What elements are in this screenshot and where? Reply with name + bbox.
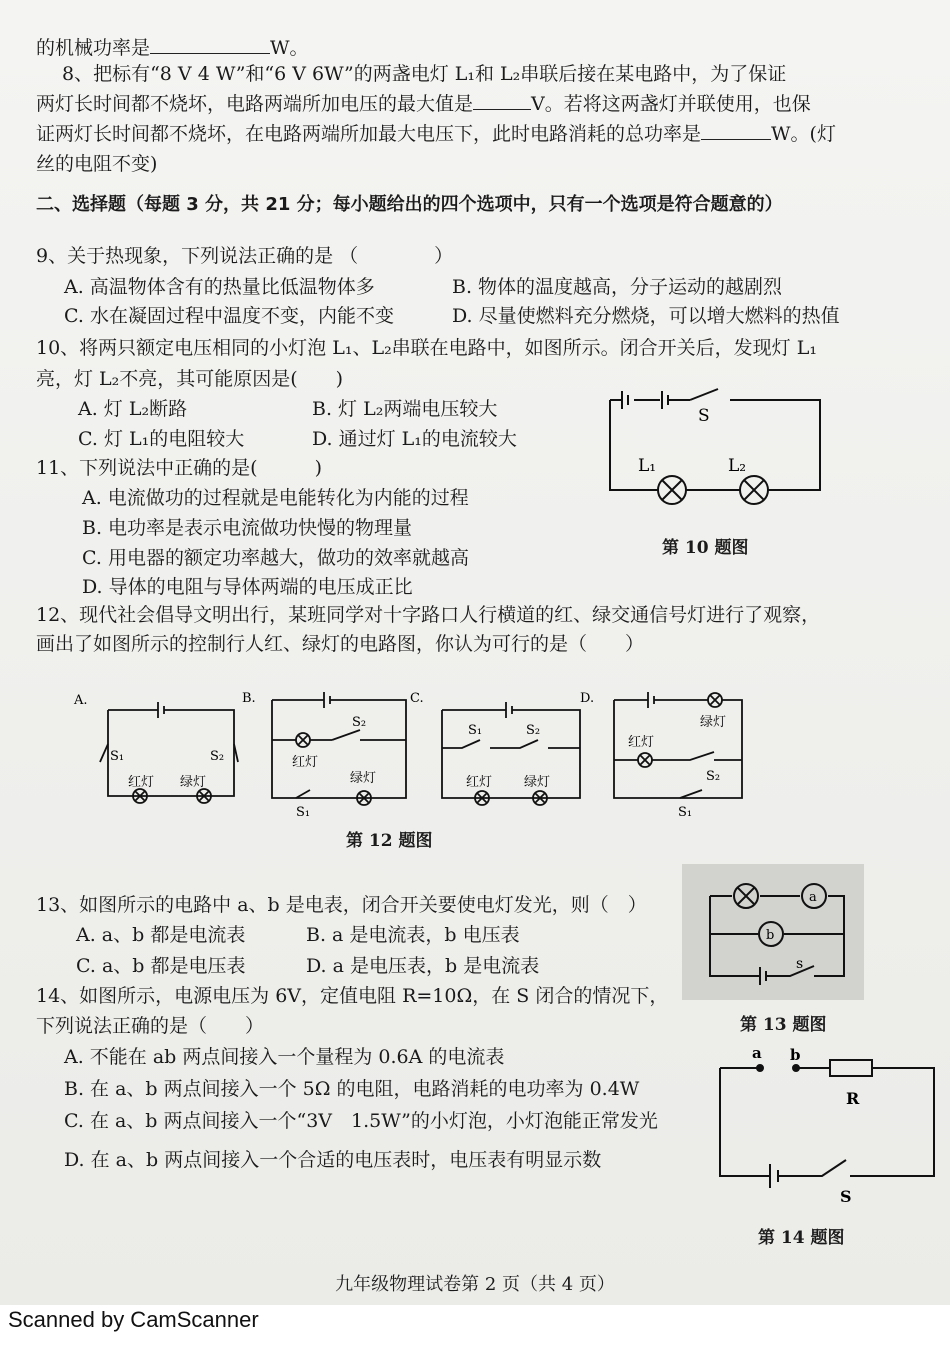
q14-point-a: a — [752, 1044, 762, 1062]
q8-line3a: 证两灯长时间都不烧坏，在电路两端所加最大电压下，此时电路消耗的总功率是 — [36, 123, 702, 145]
q13-switch-label: s — [796, 956, 804, 972]
q14-resistor-label: R — [846, 1089, 860, 1108]
q11-option-d: D. 导体的电阻与导体两端的电压成正比 — [82, 576, 413, 598]
q13-option-b: B. a 是电流表，b 电压表 — [306, 924, 520, 946]
q10-option-c: C. 灯 L₁的电阻较大 — [78, 428, 245, 450]
q12-b-green: 绿灯 — [350, 771, 377, 786]
q12-caption: 第 12 题图 — [346, 831, 433, 851]
q13-option-d: D. a 是电压表，b 是电流表 — [306, 955, 540, 977]
q13-option-c: C. a、b 都是电压表 — [76, 955, 246, 977]
q10-caption: 第 10 题图 — [662, 538, 749, 558]
q13-meter-b: b — [766, 928, 775, 943]
q9-option-d: D. 尽量使燃料充分燃烧，可以增大燃料的热值 — [452, 305, 840, 327]
q10-option-b: B. 灯 L₂两端电压较大 — [312, 398, 498, 420]
q10-option-d: D. 通过灯 L₁的电流较大 — [312, 428, 517, 450]
q10-circuit-diagram — [600, 385, 830, 505]
q10-option-a: A. 灯 L₂断路 — [78, 398, 188, 420]
q14-option-d: D. 在 a、b 两点间接入一个合适的电压表时，电压表有明显示数 — [64, 1149, 602, 1171]
q7-tail-text: 的机械功率是 — [36, 37, 151, 59]
q9-option-b: B. 物体的温度越高，分子运动的越剧烈 — [452, 276, 783, 298]
q12-c-s2: S₂ — [526, 723, 541, 738]
q12-circuit-diagrams — [70, 686, 760, 826]
camscanner-watermark: Scanned by CamScanner — [8, 1307, 259, 1332]
q14-option-c: C. 在 a、b 两点间接入一个“3V 1.5W”的小灯泡，小灯泡能正常发光 — [64, 1110, 658, 1132]
q12-b-s1: S₁ — [296, 805, 311, 820]
section2-title: 二、选择题（每题 3 分，共 21 分；每小题给出的四个选项中，只有一个选项是符合题意的） — [36, 194, 783, 215]
q12-c-green: 绿灯 — [524, 775, 551, 790]
q7-tail — [36, 36, 309, 60]
q12-label-a: A. — [74, 693, 88, 708]
q12-a-red: 红灯 — [128, 775, 155, 790]
q13-caption: 第 13 题图 — [740, 1015, 827, 1035]
q9-stem: 9、关于热现象，下列说法正确的是 （ ） — [36, 245, 454, 267]
q12-a-s1: S₁ — [110, 749, 125, 764]
q14-point-b: b — [790, 1046, 801, 1064]
q10-stem2: 亮，灯 L₂不亮，其可能原因是( ) — [36, 368, 344, 390]
q13-circuit-diagram — [682, 864, 864, 1000]
q12-d-s2: S₂ — [706, 769, 721, 784]
q12-stem1: 12、现代社会倡导文明出行，某班同学对十字路口人行横道的红、绿交通信号灯进行了观察， — [36, 604, 821, 626]
q8-line2a: 两灯长时间都不烧坏，电路两端所加电压的最大值是 — [36, 93, 474, 115]
q8-line3 — [36, 122, 836, 146]
q11-option-c: C. 用电器的额定功率越大，做功的效率就越高 — [82, 547, 469, 569]
q7-blank — [150, 37, 270, 54]
q10-switch-label: S — [698, 406, 710, 426]
q8-blank2 — [701, 123, 771, 140]
q8-line2 — [36, 92, 811, 116]
q12-a-green: 绿灯 — [180, 775, 207, 790]
q11-stem: 11、下列说法中正确的是( ) — [36, 457, 323, 479]
q8-line4: 丝的电阻不变) — [36, 153, 158, 175]
q7-unit: W。 — [270, 37, 309, 59]
q14-stem2: 下列说法正确的是（ ） — [36, 1015, 265, 1037]
q14-caption: 第 14 题图 — [758, 1228, 845, 1248]
q14-switch-label: S — [840, 1187, 852, 1206]
q11-option-b: B. 电功率是表示电流做功快慢的物理量 — [82, 517, 413, 539]
q10-stem1: 10、将两只额定电压相同的小灯泡 L₁、L₂串联在电路中，如图所示。闭合开关后，发现灯 L₁ — [36, 337, 817, 359]
q9-option-c: C. 水在凝固过程中温度不变，内能不变 — [64, 305, 394, 327]
q8-line1: 8、把标有“8 V 4 W”和“6 V 6W”的两盏电灯 L₁和 L₂串联后接在某电路中，为了保证 — [62, 63, 787, 85]
q14-stem1: 14、如图所示，电源电压为 6V，定值电阻 R=10Ω，在 S 闭合的情况下， — [36, 985, 669, 1007]
q13-stem: 13、如图所示的电路中 a、b 是电表，闭合开关要使电灯发光，则（ ） — [36, 894, 647, 916]
q12-c-red: 红灯 — [466, 775, 493, 790]
q10-lamp2-label: L₂ — [728, 456, 747, 476]
q12-b-s2: S₂ — [352, 715, 367, 730]
q11-option-a: A. 电流做功的过程就是电能转化为内能的过程 — [82, 487, 469, 509]
q14-circuit-diagram — [712, 1046, 942, 1206]
q10-lamp1-label: L₁ — [638, 456, 657, 476]
q12-d-s1: S₁ — [678, 805, 693, 820]
q12-d-red: 红灯 — [628, 735, 655, 750]
q12-c-s1: S₁ — [468, 723, 483, 738]
q12-b-red: 红灯 — [292, 755, 319, 770]
q9-option-a: A. 高温物体含有的热量比低温物体多 — [64, 276, 375, 298]
q12-stem2: 画出了如图所示的控制行人红、绿灯的电路图，你认为可行的是（ ） — [36, 633, 645, 655]
q12-d-green: 绿灯 — [700, 715, 727, 730]
q12-label-b: B. — [242, 691, 256, 706]
q12-label-c: C. — [410, 691, 424, 706]
q14-option-a: A. 不能在 ab 两点间接入一个量程为 0.6A 的电流表 — [64, 1046, 505, 1068]
q14-option-b: B. 在 a、b 两点间接入一个 5Ω 的电阻，电路消耗的电功率为 0.4W — [64, 1078, 640, 1100]
q12-a-s2: S₂ — [210, 749, 225, 764]
page-footer: 九年级物理试卷第 2 页（共 4 页） — [335, 1274, 615, 1295]
q8-line2b: V。若将这两盏灯并联使用，也保 — [531, 93, 811, 115]
q12-label-d: D. — [580, 691, 595, 706]
q8-line3b: W。(灯 — [771, 123, 836, 145]
q13-meter-a: a — [809, 890, 817, 905]
q13-option-a: A. a、b 都是电流表 — [76, 924, 246, 946]
q8-blank1 — [473, 93, 531, 110]
